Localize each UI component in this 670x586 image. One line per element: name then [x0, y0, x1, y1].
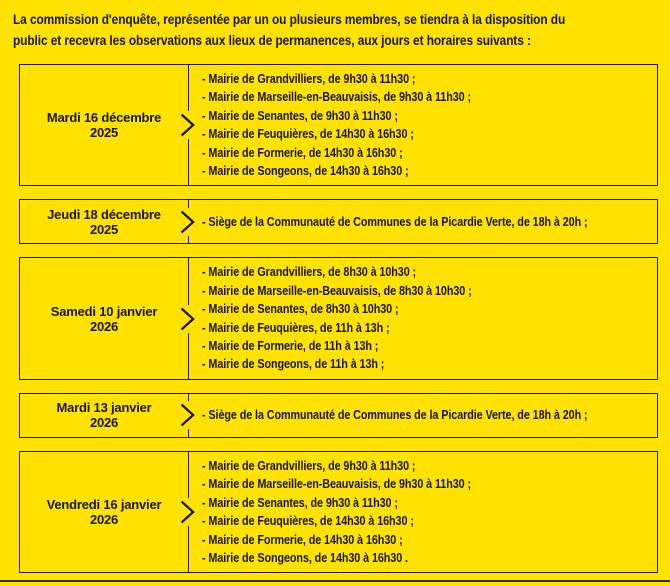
date-line: Mardi 16 décembre	[46, 110, 162, 126]
permanence-item: - Mairie de Feuquières, de 11h à 13h ;	[202, 319, 390, 335]
date-year: 2026	[89, 318, 119, 334]
chevron-right-icon	[178, 401, 196, 429]
permanence-item: - Siège de la Communauté de Communes de la Picardie Verte, de 18h à 20h ;	[202, 407, 588, 423]
permanence-item: - Mairie de Senantes, de 8h30 à 10h30 ;	[202, 301, 399, 317]
permanence-item: - Mairie de Feuquières, de 14h30 à 16h30 ;	[202, 126, 414, 142]
permanence-item: - Mairie de Songeons, de 14h30 à 16h30 ;	[202, 163, 409, 179]
date-cell	[20, 65, 189, 185]
chevron-right-icon	[178, 305, 196, 333]
permanence-item: - Mairie de Grandvilliers, de 9h30 à 11h30 ;	[202, 71, 416, 86]
permanence-item: - Mairie de Marseille-en-Beauvaisis, de 9h30 à 11h30 ;	[202, 89, 471, 105]
permanence-item: - Mairie de Formerie, de 14h30 à 16h30 ;	[202, 144, 403, 160]
date-year: 2026	[89, 512, 119, 528]
permanence-item: - Mairie de Senantes, de 9h30 à 11h30 ;	[202, 107, 398, 123]
date-cell	[20, 258, 189, 378]
date-cell	[20, 452, 189, 572]
permanence-list	[189, 65, 657, 185]
permanence-list	[189, 258, 657, 378]
date-cell	[20, 200, 189, 243]
chevron-right-icon	[178, 208, 196, 236]
date-line: Samedi 10 janvier	[50, 303, 158, 319]
permanence-item: - Siège de la Communauté de Communes de la Picardie Verte, de 18h à 20h ;	[202, 213, 588, 229]
permanence-item: - Mairie de Formerie, de 11h à 13h ;	[202, 338, 379, 354]
permanence-list	[189, 452, 657, 572]
date-year: 2025	[89, 125, 119, 141]
permanence-item: - Mairie de Songeons, de 11h à 13h ;	[202, 356, 385, 372]
chevron-right-icon	[178, 111, 196, 139]
schedule-row	[19, 393, 658, 438]
schedule-row	[19, 199, 658, 244]
permanence-item: - Mairie de Songeons, de 14h30 à 16h30 .	[202, 549, 408, 565]
chevron-right-icon	[178, 498, 196, 526]
permanence-item: - Mairie de Formerie, de 14h30 à 16h30 ;	[202, 531, 403, 547]
date-year: 2025	[89, 221, 119, 237]
schedule-table	[19, 64, 658, 586]
date-year: 2026	[89, 415, 119, 431]
permanence-item: - Mairie de Grandvilliers, de 8h30 à 10h30 ;	[202, 264, 417, 280]
intro-paragraph	[13, 9, 663, 50]
intro-line-1: La commission d'enquête, représentée par un ou plusieurs membres, se tiendra à la disposition du	[13, 11, 566, 27]
permanence-item: - Mairie de Senantes, de 9h30 à 11h30 ;	[202, 494, 398, 510]
schedule-row	[19, 451, 658, 573]
intro-line-2: public et recevra les observations aux lieux de permanences, aux jours et horaires suivants :	[13, 31, 531, 48]
date-line: Jeudi 18 décembre	[47, 206, 161, 222]
date-line: Mardi 13 janvier	[56, 400, 152, 416]
permanence-item: - Mairie de Marseille-en-Beauvaisis, de 9h30 à 11h30 ;	[202, 476, 471, 492]
permanence-list	[189, 200, 670, 243]
schedule-row	[19, 64, 658, 186]
permanence-item: - Mairie de Marseille-en-Beauvaisis, de 8h30 à 10h30 ;	[202, 282, 472, 298]
permanence-item: - Mairie de Feuquières, de 14h30 à 16h30 ;	[202, 513, 414, 529]
date-line: Vendredi 16 janvier	[46, 497, 162, 513]
permanence-list	[189, 394, 670, 437]
date-cell	[20, 394, 189, 437]
schedule-row	[19, 257, 658, 379]
permanence-item: - Mairie de Grandvilliers, de 9h30 à 11h30 ;	[202, 457, 416, 473]
